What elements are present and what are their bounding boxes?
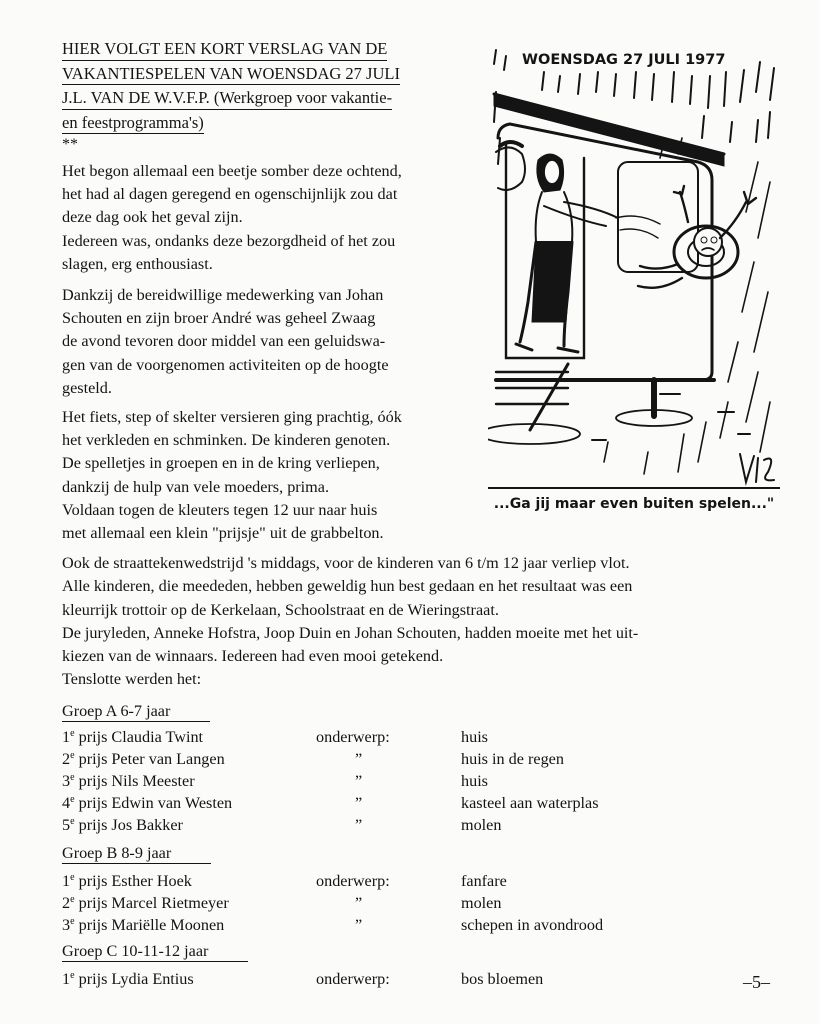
subject-value: huis (461, 772, 488, 790)
report-heading (62, 38, 482, 136)
ordinal-suffix: e (70, 894, 75, 905)
paragraph-4 (62, 552, 782, 692)
text-line: kiezen van de winnaars. Iedereen had even mooi getekend. (62, 647, 444, 666)
prize-row (62, 792, 782, 814)
paragraph-2 (62, 284, 482, 400)
text-line: de avond tevoren door middel van een geluidswa- (62, 332, 386, 351)
ditto-mark: ” (355, 772, 363, 790)
subject-value: huis (461, 728, 488, 746)
prize-winner (62, 968, 194, 990)
winner-name: prijs Edwin van Westen (74, 794, 233, 812)
text-line: het verkleden en schminken. De kinderen genoten. (62, 431, 391, 450)
subject-label: onderwerp: (316, 728, 390, 746)
prize-winner (62, 770, 195, 792)
text-line: Het fiets, step of skelter versieren ging prachtig, óók (62, 408, 402, 426)
ordinal-suffix: e (70, 794, 75, 805)
winner-name: prijs Lydia Entius (74, 970, 194, 988)
prize-row (62, 726, 782, 748)
group-a-title (62, 701, 210, 722)
text-line: De juryleden, Anneke Hofstra, Joop Duin en Johan Schouten, hadden moeite met het uit- (62, 623, 639, 642)
prize-row (62, 968, 782, 990)
cartoon-illustration (488, 42, 780, 492)
winner-name: prijs Mariëlle Moonen (74, 916, 225, 934)
group-c-title (62, 941, 248, 962)
ordinal-suffix: e (70, 916, 75, 927)
prize-rank: 2 (62, 750, 71, 768)
heading-line-3: J.L. VAN DE W.V.F.P. (Werkgroep voor vakantie- (62, 87, 392, 110)
subject-value: molen (461, 894, 502, 912)
text-line: het had al dagen geregend en ogenschijnlijk zou dat (62, 185, 398, 204)
prize-rank: 1 (62, 872, 71, 890)
winner-name: prijs Esther Hoek (74, 872, 192, 890)
heading-line-1: HIER VOLGT EEN KORT VERSLAG VAN DE (62, 38, 387, 61)
cartoon-date-label: WOENSDAG 27 JULI 1977 (522, 52, 726, 68)
subject-value: schepen in avondrood (461, 916, 604, 934)
paragraph-3 (62, 406, 482, 545)
prize-row (62, 892, 782, 914)
subject-value: kasteel aan waterplas (461, 794, 599, 812)
text-line: kleurrijk trottoir op de Kerkelaan, Schoolstraat en de Wieringstraat. (62, 600, 499, 619)
group-title-text: Groep A 6-7 jaar (62, 702, 171, 720)
prize-rank: 3 (62, 772, 71, 790)
prize-winner (62, 726, 203, 748)
group-b-title (62, 843, 211, 864)
group-title-text: Groep B 8-9 jaar (62, 844, 172, 862)
text-line: gesteld. (62, 378, 112, 397)
winner-name: prijs Peter van Langen (74, 750, 225, 768)
text-line: gen van de voorgenomen activiteiten op de hoogte (62, 355, 389, 374)
ordinal-suffix: e (70, 816, 75, 827)
text-line: Dankzij de bereidwillige medewerking van Johan (62, 286, 384, 304)
prize-winner (62, 792, 232, 814)
prize-winner (62, 814, 183, 836)
ordinal-suffix: e (70, 728, 75, 739)
ditto-mark: ” (355, 750, 363, 768)
page-number: –5– (743, 972, 770, 992)
prize-winner (62, 914, 224, 936)
winner-name: prijs Claudia Twint (74, 728, 204, 746)
text-line: slagen, erg enthousiast. (62, 254, 213, 273)
winner-name: prijs Nils Meester (74, 772, 195, 790)
ordinal-suffix: e (70, 772, 75, 783)
text-line: deze dag ook het geval zijn. (62, 208, 243, 227)
subject-label: onderwerp: (316, 872, 390, 890)
prize-rank: 1 (62, 970, 71, 988)
winner-name: prijs Jos Bakker (74, 816, 183, 834)
text-line: met allemaal een klein "prijsje" uit de grabbelton. (62, 523, 384, 542)
text-line: Schouten en zijn broer André was geheel Zwaag (62, 309, 376, 328)
prize-winner (62, 748, 225, 770)
prize-row (62, 914, 782, 936)
text-line: Het begon allemaal een beetje somber deze ochtend, (62, 162, 402, 180)
ordinal-suffix: e (70, 970, 75, 981)
prize-rank: 1 (62, 728, 71, 746)
ordinal-suffix: e (70, 750, 75, 761)
text-line: Ook de straattekenwedstrijd 's middags, voor de kinderen van 6 t/m 12 jaar verliep vlot. (62, 554, 630, 572)
ditto-mark: ” (355, 816, 363, 834)
text-line: Iedereen was, ondanks deze bezorgdheid of het zou (62, 231, 396, 250)
ditto-mark: ” (355, 916, 363, 934)
subject-label: onderwerp: (316, 970, 390, 988)
cartoon-caption: ...Ga jij maar even buiten spelen..." (493, 496, 775, 512)
separator-stars: ** (62, 136, 78, 153)
prize-rank: 2 (62, 894, 71, 912)
heading-line-4: en feestprogramma's) (62, 112, 204, 135)
prize-row (62, 770, 782, 792)
prize-rank: 3 (62, 916, 71, 934)
text-line: Alle kinderen, die meededen, hebben geweldig hun best gedaan en het resultaat was een (62, 577, 633, 596)
subject-value: molen (461, 816, 502, 834)
ditto-mark: ” (355, 794, 363, 812)
paragraph-1 (62, 160, 482, 276)
group-title-text: Groep C 10-11-12 jaar (62, 942, 209, 960)
prize-rank: 4 (62, 794, 71, 812)
subject-value: bos bloemen (461, 970, 544, 988)
prize-winner (62, 892, 229, 914)
text-line: De spelletjes in groepen en in de kring verliepen, (62, 454, 380, 473)
prize-row (62, 748, 782, 770)
heading-line-2: VAKANTIESPELEN VAN WOENSDAG 27 JULI (62, 63, 400, 86)
ditto-mark: ” (355, 894, 363, 912)
text-line: Tenslotte werden het: (62, 670, 202, 689)
text-line: Voldaan togen de kleuters tegen 12 uur naar huis (62, 500, 378, 519)
winner-name: prijs Marcel Rietmeyer (74, 894, 229, 912)
subject-value: huis in de regen (461, 750, 564, 768)
text-line: dankzij de hulp van vele moeders, prima. (62, 477, 330, 496)
subject-value: fanfare (461, 872, 507, 890)
prize-row (62, 814, 782, 836)
ordinal-suffix: e (70, 872, 75, 883)
prize-row (62, 870, 782, 892)
prize-rank: 5 (62, 816, 71, 834)
prize-winner (62, 870, 192, 892)
